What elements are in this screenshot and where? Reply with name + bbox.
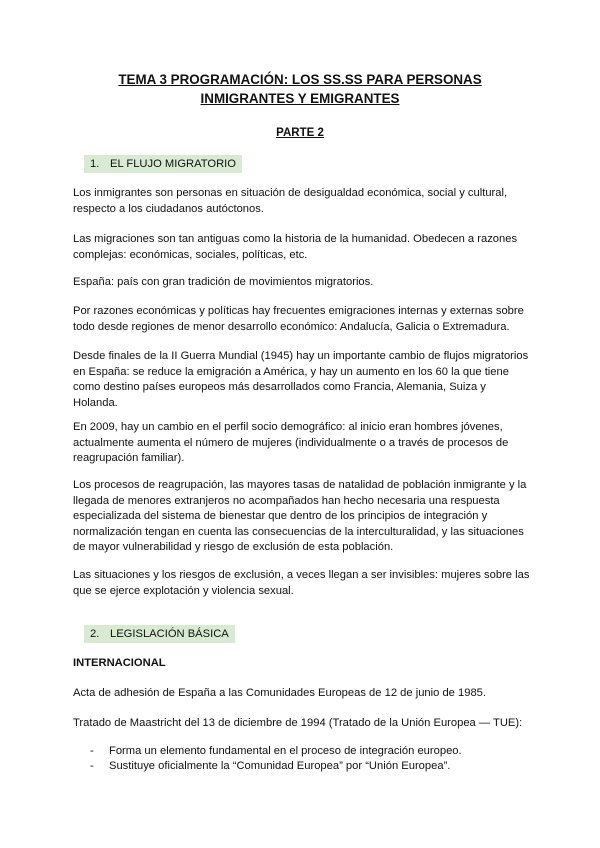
paragraph: Los inmigrantes son personas en situación de desigualdad económica, social y cultural, respecto a los ciudadanos autóctonos. xyxy=(73,187,508,215)
section-number: 2. xyxy=(90,628,100,640)
paragraph: Desde finales de la II Guerra Mundial (1945) hay un importante cambio de flujos migratorios en España: se reduce la emigración a América, y hay un aumento en los 60 la que tiene como destino países europeos más desarrollados como Francia, Alemania, Suiza y Holanda. xyxy=(73,350,529,409)
paragraph: Las migraciones son tan antiguas como la historia de la humanidad. Obedecen a razones complejas: económicas, sociales, políticas, etc. xyxy=(73,233,518,261)
title-line-2: INMIGRANTES Y EMIGRANTES xyxy=(200,91,400,106)
document-title xyxy=(60,70,540,108)
bullet-dash: - xyxy=(90,745,94,757)
subheading-internacional: INTERNACIONAL xyxy=(73,657,166,669)
section-heading-1 xyxy=(84,155,242,173)
paragraph: Acta de adhesión de España a las Comunidades Europeas de 12 de junio de 1985. xyxy=(73,687,486,699)
part-heading: PARTE 2 xyxy=(276,127,324,139)
section-label: LEGISLACIÓN BÁSICA xyxy=(110,628,229,640)
list-item xyxy=(90,759,530,774)
paragraph: Tratado de Maastricht del 13 de diciembre de 1994 (Tratado de la Unión Europea — TUE): xyxy=(73,717,523,729)
list-item-text: Forma un elemento fundamental en el proceso de integración europeo. xyxy=(109,745,462,757)
bullet-dash: - xyxy=(90,760,94,772)
list-item-text: Sustituye oficialmente la “Comunidad Europea” por “Unión Europea”. xyxy=(109,760,451,772)
section-label: EL FLUJO MIGRATORIO xyxy=(110,158,236,170)
section-number: 1. xyxy=(90,158,100,170)
section-heading-2 xyxy=(84,625,235,643)
title-line-1: TEMA 3 PROGRAMACIÓN: LOS SS.SS PARA PERSONAS xyxy=(118,72,482,87)
paragraph: Las situaciones y los riesgos de exclusión, a veces llegan a ser invisibles: mujeres sobre las que se ejerce explotación y violencia sexual. xyxy=(73,569,530,597)
paragraph: Por razones económicas y políticas hay frecuentes emigraciones internas y externas sobre todo desde regiones de menor desarrollo económico: Andalucía, Galicia o Extremadura. xyxy=(73,305,524,333)
paragraph: España: país con gran tradición de movimientos migratorios. xyxy=(73,276,374,288)
list-item xyxy=(90,744,530,759)
paragraph: En 2009, hay un cambio en el perfil socio demográfico: al inicio eran hombres jóvenes, actualmente aumenta el número de mujeres (individualmente o a través de procesos de reagrupación familiar). xyxy=(73,421,509,464)
paragraph: Los procesos de reagrupación, las mayores tasas de natalidad de población inmigrante y la llegada de menores extranjeros no acompañados han hecho necesaria una respuesta especializada del sistema de bienestar que dentro de los principios de integración y normalización tengan en cuenta las consecuencias de la interculturalidad, y las situaciones de mayor vulnerabilidad y riesgo de exclusión de esta población. xyxy=(73,479,527,553)
